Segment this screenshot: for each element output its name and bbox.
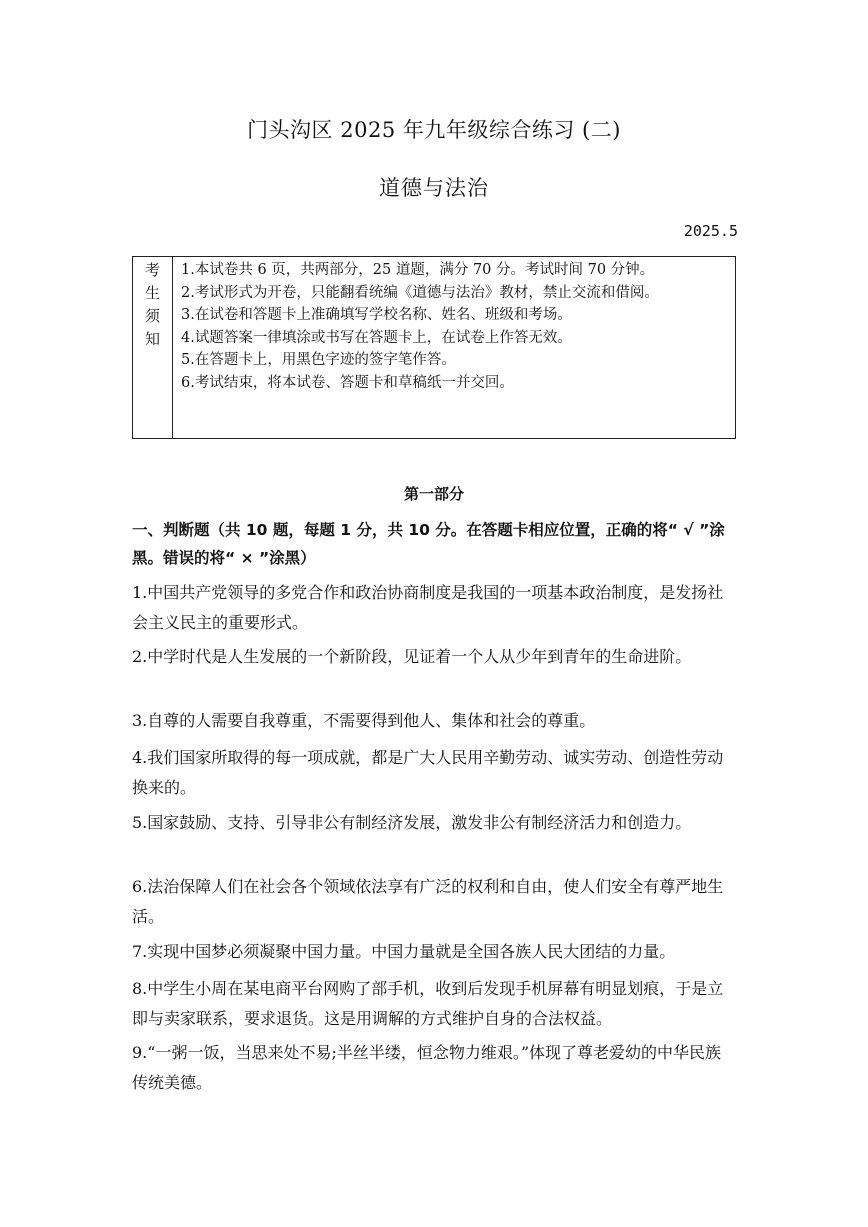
question-item: 6.法治保障人们在社会各个领域依法享有广泛的权利和自由，使人们安全有尊严地生活。: [132, 877, 724, 926]
notice-item: 5.在答题卡上，用黑色字迹的签字笔作答。: [181, 352, 456, 369]
notice-body: [173, 257, 735, 438]
question-item: 4.我们国家所取得的每一项成就，都是广大人民用辛勤劳动、诚实劳动、创造性劳动换来的。: [132, 748, 724, 797]
part-title: 第一部分: [403, 485, 464, 503]
notice-item: 2.考试形式为开卷，只能翻看统编《道德与法治》教材，禁止交流和借阅。: [181, 284, 659, 301]
notice-label: [133, 257, 173, 438]
notice-label-char: 须: [144, 307, 160, 325]
question-item: 1.中国共产党领导的多党合作和政治协商制度是我国的一项基本政治制度，是发扬社会主义民主的重要形式。: [132, 583, 724, 632]
notice-label-char: 考: [144, 261, 160, 279]
question-item: 9.“一粥一饭，当思来处不易;半丝半缕，恒念物力维艰。”体现了尊老爱幼的中华民族传统美德。: [132, 1043, 722, 1092]
exam-notice-box: [132, 256, 736, 439]
question-item: 5.国家鼓励、支持、引导非公有制经济发展，激发非公有制经济活力和创造力。: [132, 813, 692, 832]
notice-item: 3.在试卷和答题卡上准确填写学校名称、姓名、班级和考场。: [181, 307, 572, 324]
section-heading: 一、判断题（共 10 题，每题 1 分，共 10 分。在答题卡相应位置，正确的将“ √ ”涂黑。错误的将“ × ”涂黑）: [132, 521, 725, 567]
notice-item: 6.考试结束，将本试卷、答题卡和草稿纸一并交回。: [181, 374, 514, 391]
subject-title: 道德与法治: [379, 176, 489, 200]
question-item: 8.中学生小周在某电商平台网购了部手机，收到后发现手机屏幕有明显划痕，于是立即与卖家联系，要求退货。这是用调解的方式维护自身的合法权益。: [132, 979, 724, 1028]
notice-label-char: 知: [144, 330, 160, 348]
notice-item: 1.本试卷共 6 页，共两部分，25 道题，满分 70 分。考试时间 70 分钟。: [181, 262, 655, 278]
exam-title: 门头沟区 2025 年九年级综合练习 (二): [247, 118, 621, 142]
exam-date: 2025.5: [683, 222, 738, 240]
notice-item: 4.试题答案一律填涂或书写在答题卡上，在试卷上作答无效。: [181, 329, 572, 346]
question-item: 2.中学时代是人生发展的一个新阶段，见证着一个人从少年到青年的生命进阶。: [132, 647, 692, 666]
question-item: 3.自尊的人需要自我尊重，不需要得到他人、集体和社会的尊重。: [132, 711, 596, 730]
notice-label-char: 生: [144, 284, 160, 302]
question-item: 7.实现中国梦必须凝聚中国力量。中国力量就是全国各族人民大团结的力量。: [132, 942, 676, 961]
